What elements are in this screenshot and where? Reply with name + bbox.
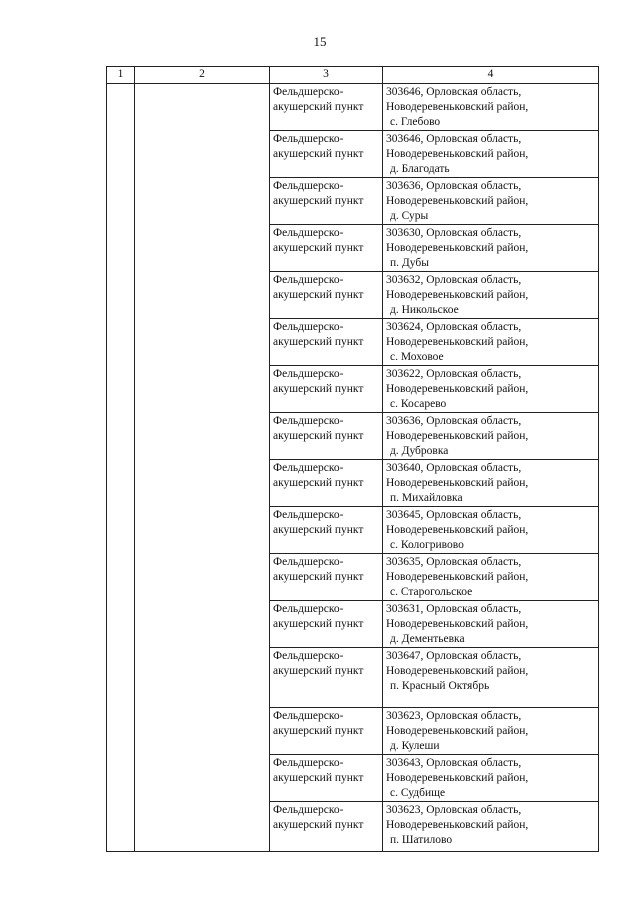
facility-type-cell [270, 84, 383, 131]
facility-type-line: акушерский пункт [273, 477, 364, 489]
address-line: 303622, Орловская область, [386, 368, 522, 380]
column-header-2: 2 [135, 67, 270, 84]
facility-type-line: акушерский пункт [273, 665, 364, 677]
address-line: 303645, Орловская область, [386, 509, 522, 521]
address-cell [383, 460, 599, 507]
facility-type-line: Фельдшерско- [273, 757, 344, 769]
address-line: Новодеревеньковский район, [386, 101, 529, 113]
address-line: д. Никольское [390, 304, 459, 316]
address-line: 303646, Орловская область, [386, 86, 522, 98]
facility-type-line: Фельдшерско- [273, 509, 344, 521]
facility-type-line: акушерский пункт [273, 383, 364, 395]
address-line: с. Судбище [390, 787, 446, 799]
facility-type-cell [270, 755, 383, 802]
address-line: Новодеревеньковский район, [386, 524, 529, 536]
address-line: 303636, Орловская область, [386, 415, 522, 427]
address-cell [383, 755, 599, 802]
facility-type-line: акушерский пункт [273, 819, 364, 831]
facility-type-line: акушерский пункт [273, 571, 364, 583]
facility-type-line: акушерский пункт [273, 430, 364, 442]
facility-type-line: акушерский пункт [273, 242, 364, 254]
facility-type-line: акушерский пункт [273, 289, 364, 301]
facility-type-line: Фельдшерско- [273, 650, 344, 662]
column-2-cell [135, 84, 270, 852]
facility-type-cell [270, 225, 383, 272]
facility-type-line: Фельдшерско- [273, 180, 344, 192]
address-cell [383, 178, 599, 225]
address-line: 303636, Орловская область, [386, 180, 522, 192]
address-line: с. Старогольское [390, 586, 473, 598]
address-line: Новодеревеньковский район, [386, 819, 529, 831]
facility-type-cell [270, 708, 383, 755]
facility-type-cell [270, 319, 383, 366]
address-line: п. Дубы [390, 257, 429, 269]
facility-type-line: Фельдшерско- [273, 368, 344, 380]
address-line: с. Кологривово [390, 539, 464, 551]
facility-type-line: Фельдшерско- [273, 133, 344, 145]
facility-type-cell [270, 507, 383, 554]
address-line: Новодеревеньковский район, [386, 772, 529, 784]
facility-type-line: Фельдшерско- [273, 86, 344, 98]
address-line: Новодеревеньковский район, [386, 195, 529, 207]
address-line: Новодеревеньковский район, [386, 665, 529, 677]
address-line: Новодеревеньковский район, [386, 383, 529, 395]
address-cell [383, 802, 599, 852]
facility-type-line: Фельдшерско- [273, 603, 344, 615]
facility-type-line: акушерский пункт [273, 101, 364, 113]
address-line: 303623, Орловская область, [386, 804, 522, 816]
address-line: 303643, Орловская область, [386, 757, 522, 769]
address-line: 303624, Орловская область, [386, 321, 522, 333]
address-line: Новодеревеньковский район, [386, 571, 529, 583]
facility-type-cell [270, 460, 383, 507]
column-1-cell [107, 84, 135, 852]
facility-type-line: Фельдшерско- [273, 710, 344, 722]
address-cell [383, 554, 599, 601]
address-cell [383, 272, 599, 319]
facility-type-line: акушерский пункт [273, 148, 364, 160]
address-line: с. Моховое [390, 351, 444, 363]
table-header-row [107, 67, 599, 84]
address-cell [383, 648, 599, 708]
facility-type-cell [270, 272, 383, 319]
facility-type-line: Фельдшерско- [273, 462, 344, 474]
facility-type-line: акушерский пункт [273, 524, 364, 536]
address-line: с. Косарево [390, 398, 447, 410]
address-line: 303640, Орловская область, [386, 462, 522, 474]
address-line: д. Суры [390, 210, 429, 222]
facility-type-line: акушерский пункт [273, 195, 364, 207]
address-line: Новодеревеньковский район, [386, 289, 529, 301]
facility-type-line: акушерский пункт [273, 772, 364, 784]
address-line: 303623, Орловская область, [386, 710, 522, 722]
address-line: 303630, Орловская область, [386, 227, 522, 239]
address-line: 303632, Орловская область, [386, 274, 522, 286]
address-line: д. Благодать [390, 163, 450, 175]
address-cell [383, 507, 599, 554]
facility-type-line: Фельдшерско- [273, 556, 344, 568]
facilities-table [106, 66, 599, 852]
address-cell [383, 131, 599, 178]
address-cell [383, 413, 599, 460]
facility-type-cell [270, 554, 383, 601]
address-line: Новодеревеньковский район, [386, 477, 529, 489]
address-line: с. Глебово [390, 116, 441, 128]
address-cell [383, 319, 599, 366]
facility-type-cell [270, 601, 383, 648]
address-cell [383, 708, 599, 755]
facility-type-cell [270, 131, 383, 178]
address-line: д. Кулеши [390, 740, 440, 752]
address-line: Новодеревеньковский район, [386, 242, 529, 254]
address-line: п. Михайловка [390, 492, 463, 504]
facility-type-line: Фельдшерско- [273, 415, 344, 427]
facility-type-line: Фельдшерско- [273, 274, 344, 286]
address-line: д. Дубровка [390, 445, 449, 457]
facility-type-cell [270, 413, 383, 460]
address-line: д. Дементьевка [390, 633, 465, 645]
facility-type-line: Фельдшерско- [273, 227, 344, 239]
facility-type-cell [270, 178, 383, 225]
address-line: Новодеревеньковский район, [386, 725, 529, 737]
address-cell [383, 601, 599, 648]
column-header-1: 1 [107, 67, 135, 84]
facility-type-cell [270, 648, 383, 708]
address-line: п. Шатилово [390, 834, 453, 846]
address-line: Новодеревеньковский район, [386, 148, 529, 160]
facility-type-cell [270, 366, 383, 413]
address-line: Новодеревеньковский район, [386, 336, 529, 348]
column-header-3: 3 [270, 67, 383, 84]
facility-type-line: акушерский пункт [273, 336, 364, 348]
table-row [107, 84, 599, 131]
address-line: 303647, Орловская область, [386, 650, 522, 662]
address-line: Новодеревеньковский район, [386, 430, 529, 442]
table-body [107, 84, 599, 852]
address-cell [383, 84, 599, 131]
facility-type-line: Фельдшерско- [273, 804, 344, 816]
facility-type-line: акушерский пункт [273, 725, 364, 737]
facility-type-line: акушерский пункт [273, 618, 364, 630]
column-header-4: 4 [383, 67, 599, 84]
address-line: 303646, Орловская область, [386, 133, 522, 145]
address-cell [383, 366, 599, 413]
facility-type-cell [270, 802, 383, 852]
address-line: Новодеревеньковский район, [386, 618, 529, 630]
address-cell [383, 225, 599, 272]
page-number: 15 [313, 34, 327, 49]
address-line: 303631, Орловская область, [386, 603, 522, 615]
address-line: п. Красный Октябрь [390, 680, 490, 692]
facility-type-line: Фельдшерско- [273, 321, 344, 333]
address-line: 303635, Орловская область, [386, 556, 522, 568]
